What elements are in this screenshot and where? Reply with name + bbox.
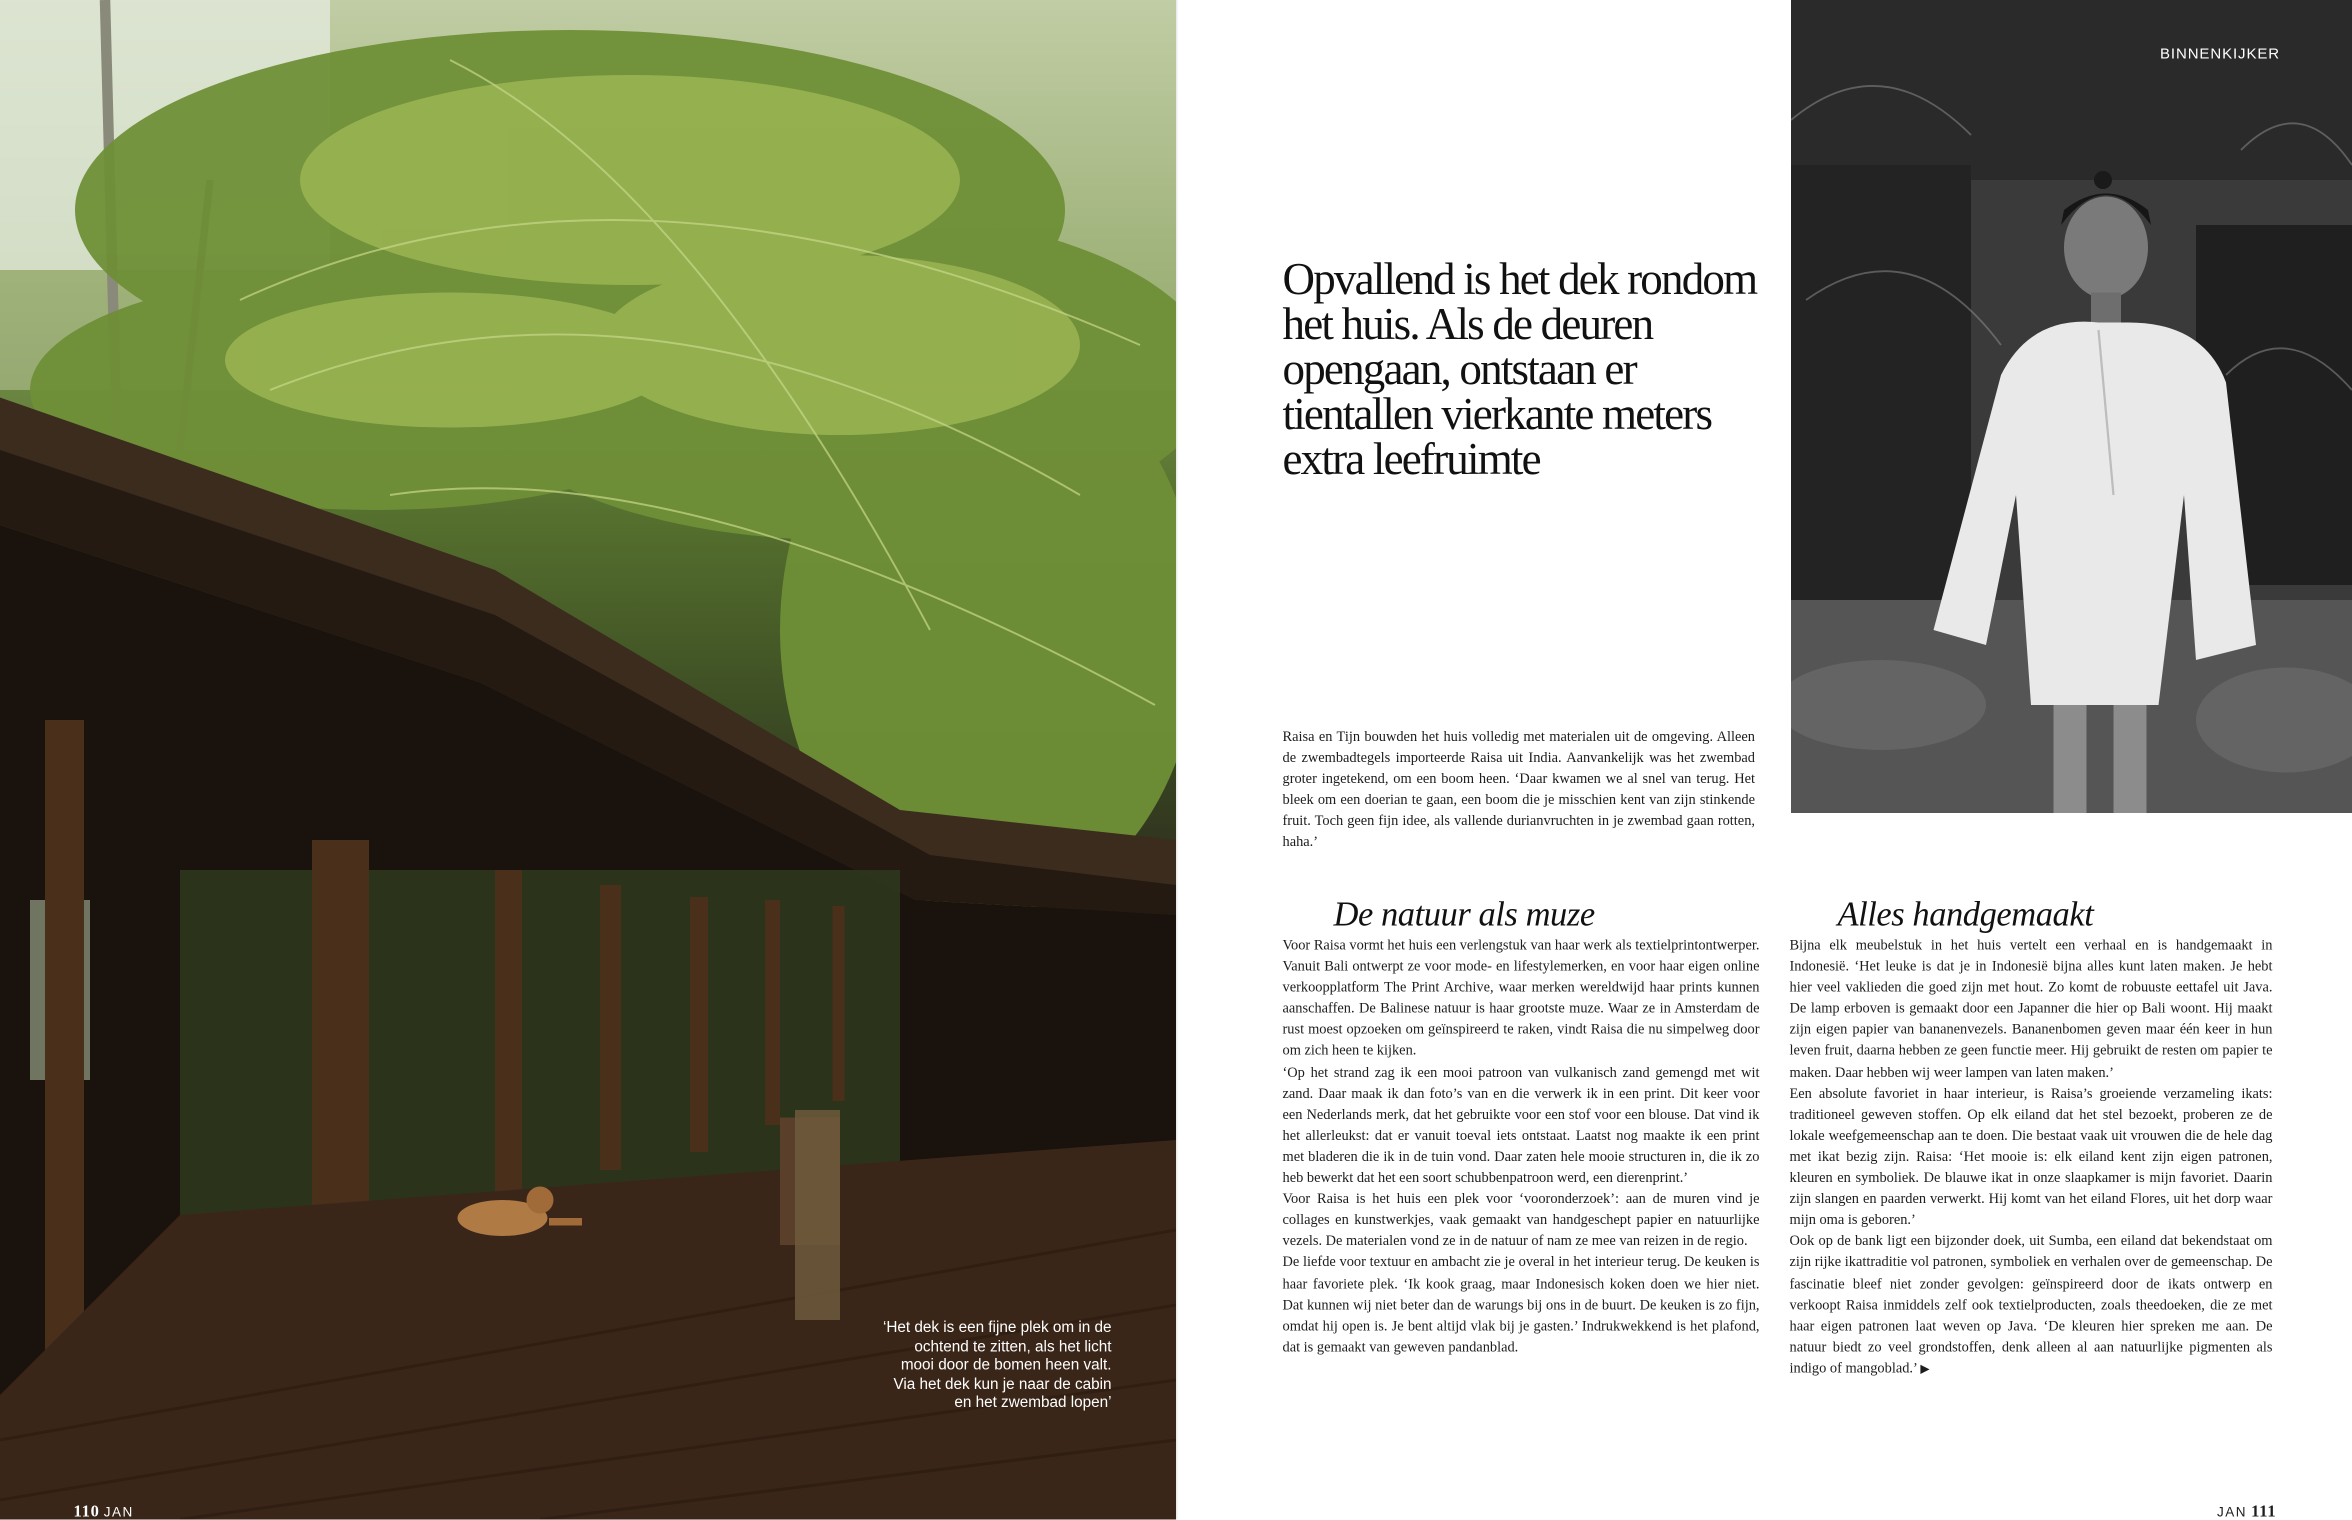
- article-paragraph: Een absolute favoriet in haar interieur, is Raisa’s groeiende verzameling ikats: traditioneel geweven stoffen. Op elk eiland dat het stel bezoekt, proberen ze de lokale weefgemeenschap aan te doen. Die bestaat vaak uit vrouwen die de hele dag met ikat bezig zijn. Raisa: ‘Het mooie is: elk eiland kent zijn eigen patronen, kleuren en symboliek. De blauwe ikat in onze slaapkamer is mijn favoriet. Daarin zijn slangen en paarden verwerkt. Hij komt van het eiland Flores, uit het dorp waar mijn oma is geboren.’: [1789, 1085, 2273, 1229]
- folio-left: [74, 1503, 134, 1520]
- end-of-article-icon: ▶: [1920, 1361, 1930, 1376]
- portrait-photo: [1791, 0, 2352, 813]
- page-number-left: 110: [73, 1503, 100, 1520]
- article-paragraph: Voor Raisa is het huis een plek voor ‘vooronderzoek’: aan de muren vind je collages en kunstwerkjes, vaak gemaakt van handgeschept papier en natuurlijke vezels. De materialen vond ze in de natuur of nam ze mee van reizen in de regio.: [1282, 1191, 1760, 1250]
- article-column-2: [1790, 936, 2273, 1380]
- section-heading-handgemaakt: Alles handgemaakt: [1837, 895, 2094, 933]
- article-paragraph: ‘Op het strand zag ik een mooi patroon van vulkanisch zand gemengd met wit zand. Daar maak ik dan foto’s van en die verwerk ik in een print. Dit keer voor een Nederlands merk, dat het gebruikte voor een stof voor een blouse. Dat vind ik het allerleukst: dat er vanuit toeval iets ontstaat. Laatst nog maakte ik een print met bladeren die ik in de tuin vond. Daar zaten hele mooie structuren in, die ik zo heb bewerkt dat het een soort schubbenpatroon werd, een dierenprint.’: [1282, 1064, 1760, 1187]
- article-paragraph: De liefde voor textuur en ambacht zie je overal in het interieur terug. De keuken is haar favoriete plek. ‘Ik kook graag, maar Indonesisch koken doen we hier niet. Dat kunnen wij niet beter dan de warungs bij ons in de buurt. De keuken is zo fijn, omdat hij open is. Je bent altijd vlak bij je gasten.’ Indrukwekkend is het plafond, dat is gemaakt van geweven pandanblad.: [1282, 1254, 1760, 1356]
- folio-right: [2217, 1503, 2276, 1520]
- article-paragraph: Bijna elk meubelstuk in het huis vertelt een verhaal en is handgemaakt in Indonesië. ‘Het leuke is dat je in Indonesië bijna alles kunt laten maken. Je hebt hier veel vaklieden die goed zijn met hout. Zo komt de robuuste eettafel uit Java. De lamp erboven is gemaakt door een Japanner die hier op Bali woont. Hij maakt zijn eigen papier van bananenvezels. Bananenbomen geven maar één keer in hun leven fruit, daarna hebben ze geen functie meer. Hij gebruikt de resten om papier te maken. Daar hebben wij weer lampen van laten maken.’: [1789, 937, 2273, 1081]
- page-number-right: 111: [2251, 1503, 2277, 1520]
- intro-paragraph: Raisa en Tijn bouwden het huis volledig met materialen uit de omgeving. Alleen de zwembadtegels importeerde Raisa uit India. Aanvankelijk was het zwembad groter ingetekend, om een boom heen. ‘Daar kwamen we al snel van terug. Het bleek om een doerian te gaan, een boom die je misschien kent van zijn stinkende fruit. Toch geen fijn idee, als vallende durianvruchten in je zwembad gaan rotten, haha.’: [1282, 729, 1755, 852]
- folio-month-right: JAN: [2217, 1504, 2248, 1520]
- article-paragraph: Voor Raisa vormt het huis een verlengstuk van haar werk als textielprintontwerper. Vanuit Bali ontwerpt ze voor mode- en lifestylemerken, en voor haar eigen online verkoopplatform The Print Archive, waar merken wereldwijd haar prints kunnen aanschaffen. De Balinese natuur is haar grootste muze. Waar ze in Amsterdam de rust moest opzoeken om geïnspireerd te raken, vindt Raisa die nu simpelweg door om zich heen te kijken.: [1282, 937, 1760, 1060]
- page-gutter: [1176, 0, 1178, 1520]
- article-column-1: [1283, 936, 1760, 1359]
- section-label: BINNENKIJKER: [2160, 46, 2280, 63]
- photo-caption: ‘Het dek is een fijne plek om in de ochtend te zitten, als het licht mooi door de bomen heen valt. Via het dek kun je naar de cabin en het zwembad lopen’: [882, 1320, 1112, 1413]
- article-paragraph: [1790, 1232, 2273, 1380]
- article-paragraph-text: Ook op de bank ligt een bijzonder doek, uit Sumba, een eiland dat bekendstaat om zijn rijke ikattraditie vol patronen, symboliek en verhalen over de gemeenschap. De fascinatie bleef niet zonder gevolgen: geïnspireerd door de ikats ontwerp en verkoopt Raisa inmiddels zelf ook textielproducten, zoals theedoeken, die ze met haar eigen patronen laat weven op Java. ‘De kleuren hier spreken me aan. De natuur biedt zo veel grondstoffen, denk alleen al aan natuurlijke pigmenten als indigo of mangoblad.’: [1789, 1233, 2273, 1377]
- folio-month-left: JAN: [103, 1504, 134, 1520]
- pull-quote: Opvallend is het dek rondom het huis. Als de deuren opengaan, ontstaan er tientallen vierkante meters extra leefruimte: [1282, 255, 1757, 485]
- section-heading-natuur: De natuur als muze: [1333, 895, 1595, 933]
- portrait-illustration: [1791, 0, 2352, 813]
